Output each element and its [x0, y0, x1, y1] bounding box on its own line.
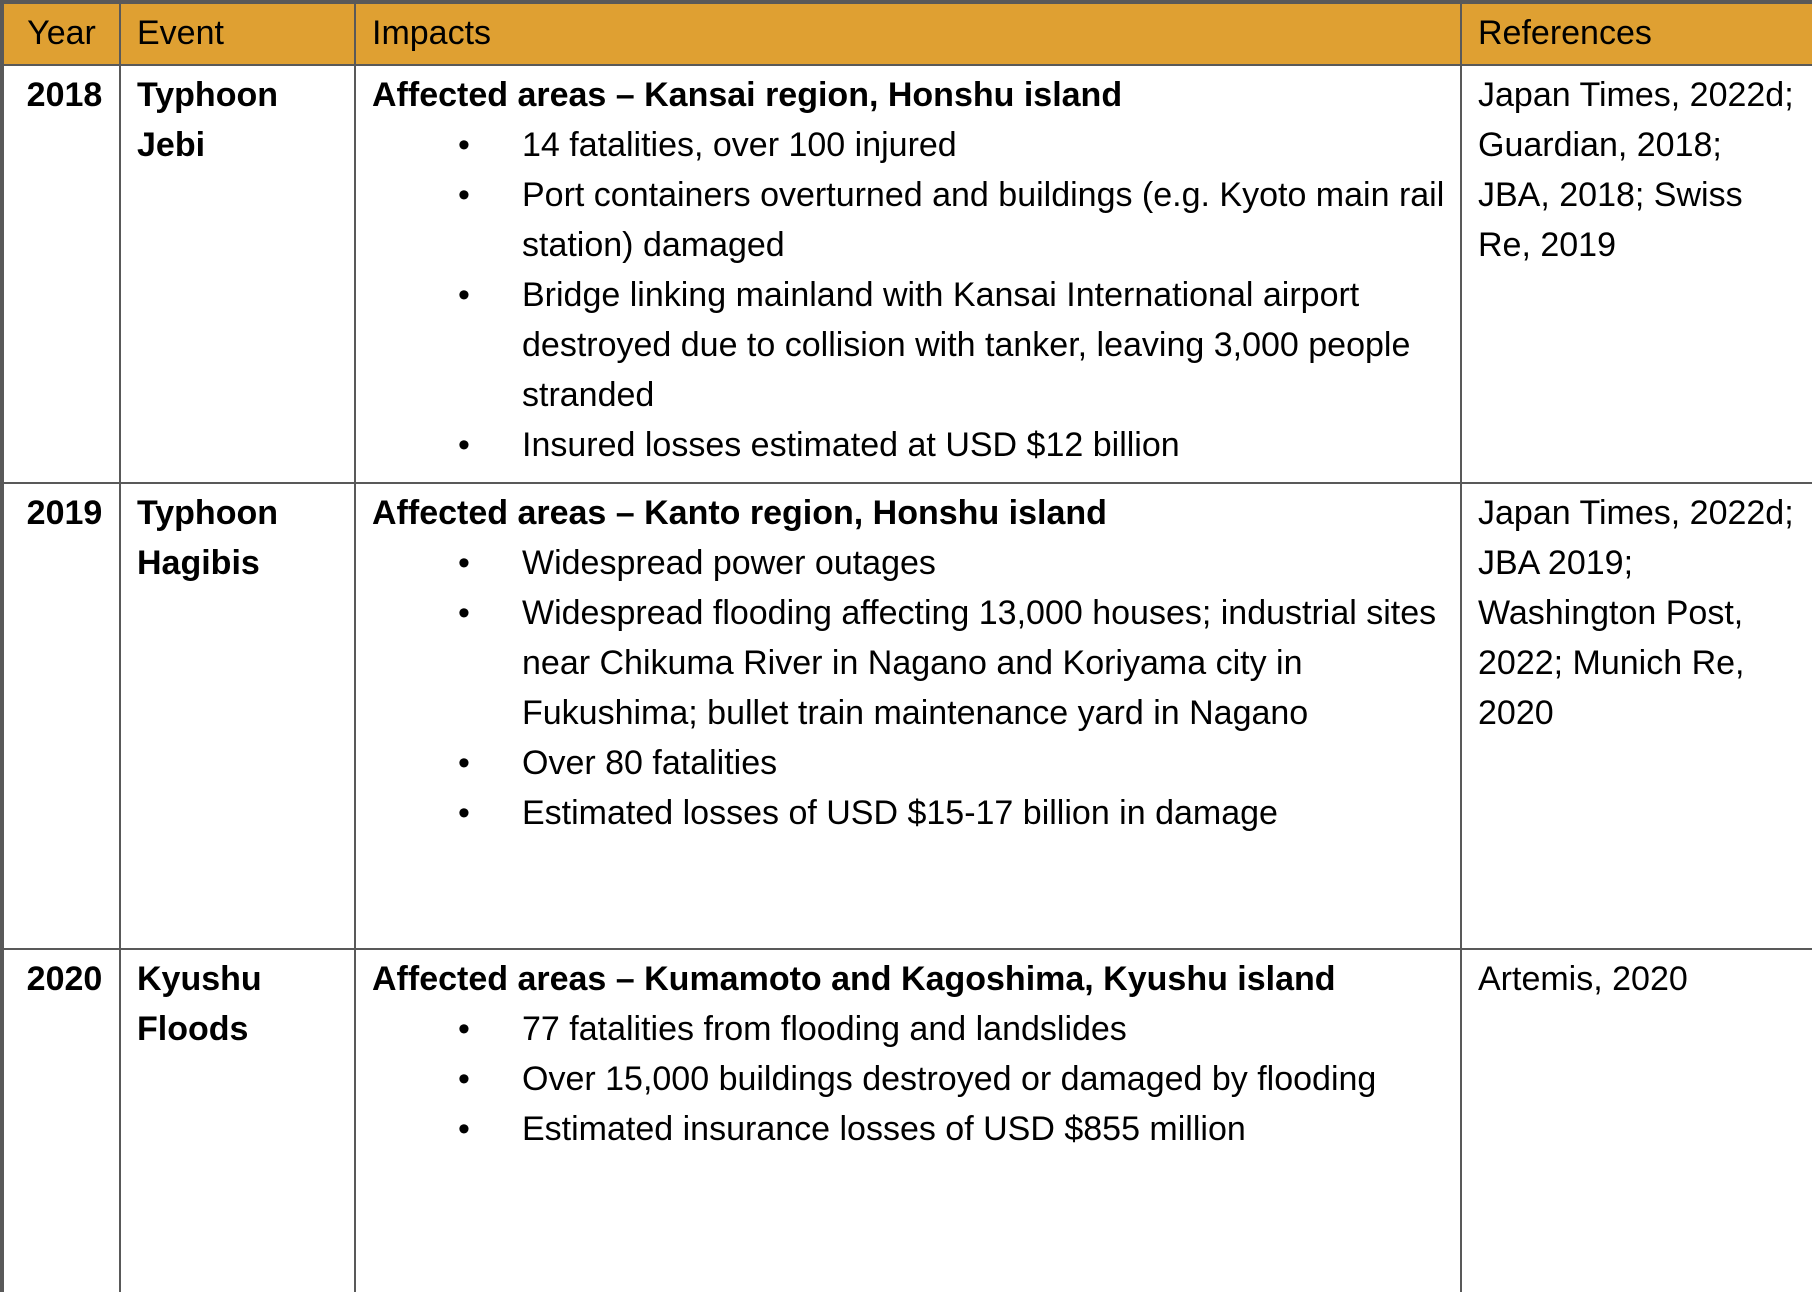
table-row: [2, 949, 1812, 1292]
table-row: [2, 483, 1812, 949]
impact-bullet: • Estimated losses of USD $15-17 billion in damage: [372, 788, 1450, 838]
header-row: [2, 2, 1812, 65]
impacts-bullet-list: [372, 1004, 1450, 1154]
table-body: [2, 65, 1812, 1292]
year-cell: 2020: [2, 949, 120, 1292]
impacts-cell: [355, 949, 1461, 1292]
impact-bullet: • Over 80 fatalities: [372, 738, 1450, 788]
impact-bullet: • Estimated insurance losses of USD $855 million: [372, 1104, 1450, 1154]
impact-bullet: • Bridge linking mainland with Kansai International airport destroyed due to collision with tanker, leaving 3,000 people stranded: [372, 270, 1450, 420]
references-cell: Japan Times, 2022d; JBA 2019; Washington Post, 2022; Munich Re, 2020: [1461, 483, 1812, 949]
table-row: [2, 65, 1812, 483]
references-cell: Japan Times, 2022d; Guardian, 2018; JBA, 2018; Swiss Re, 2019: [1461, 65, 1812, 483]
impacts-cell: [355, 65, 1461, 483]
column-header-references: References: [1461, 2, 1812, 65]
year-cell: 2019: [2, 483, 120, 949]
year-cell: 2018: [2, 65, 120, 483]
impacts-heading: Affected areas – Kansai region, Honshu island: [372, 76, 1123, 114]
impact-bullet: • Widespread flooding affecting 13,000 houses; industrial sites near Chikuma River in Nagano and Koriyama city in Fukushima; bullet train maintenance yard in Nagano: [372, 588, 1450, 738]
impact-bullet: • Widespread power outages: [372, 538, 1450, 588]
column-header-year: Year: [2, 2, 120, 65]
event-cell: Typhoon Hagibis: [120, 483, 355, 949]
impacts-bullet-list: [372, 538, 1450, 838]
impacts-heading: Affected areas – Kumamoto and Kagoshima, Kyushu island: [372, 960, 1336, 998]
impact-bullet: • 14 fatalities, over 100 injured: [372, 120, 1450, 170]
table-header: [2, 2, 1812, 65]
impacts-heading: Affected areas – Kanto region, Honshu island: [372, 494, 1107, 532]
column-header-event: Event: [120, 2, 355, 65]
event-cell: Kyushu Floods: [120, 949, 355, 1292]
column-header-impacts: Impacts: [355, 2, 1461, 65]
impact-bullet: • Over 15,000 buildings destroyed or damaged by flooding: [372, 1054, 1450, 1104]
impacts-bullet-list: [372, 120, 1450, 470]
event-cell: Typhoon Jebi: [120, 65, 355, 483]
impact-bullet: • 77 fatalities from flooding and landslides: [372, 1004, 1450, 1054]
impact-bullet: • Port containers overturned and buildings (e.g. Kyoto main rail station) damaged: [372, 170, 1450, 270]
references-cell: Artemis, 2020: [1461, 949, 1812, 1292]
impact-bullet: • Insured losses estimated at USD $12 billion: [372, 420, 1450, 470]
impacts-cell: [355, 483, 1461, 949]
